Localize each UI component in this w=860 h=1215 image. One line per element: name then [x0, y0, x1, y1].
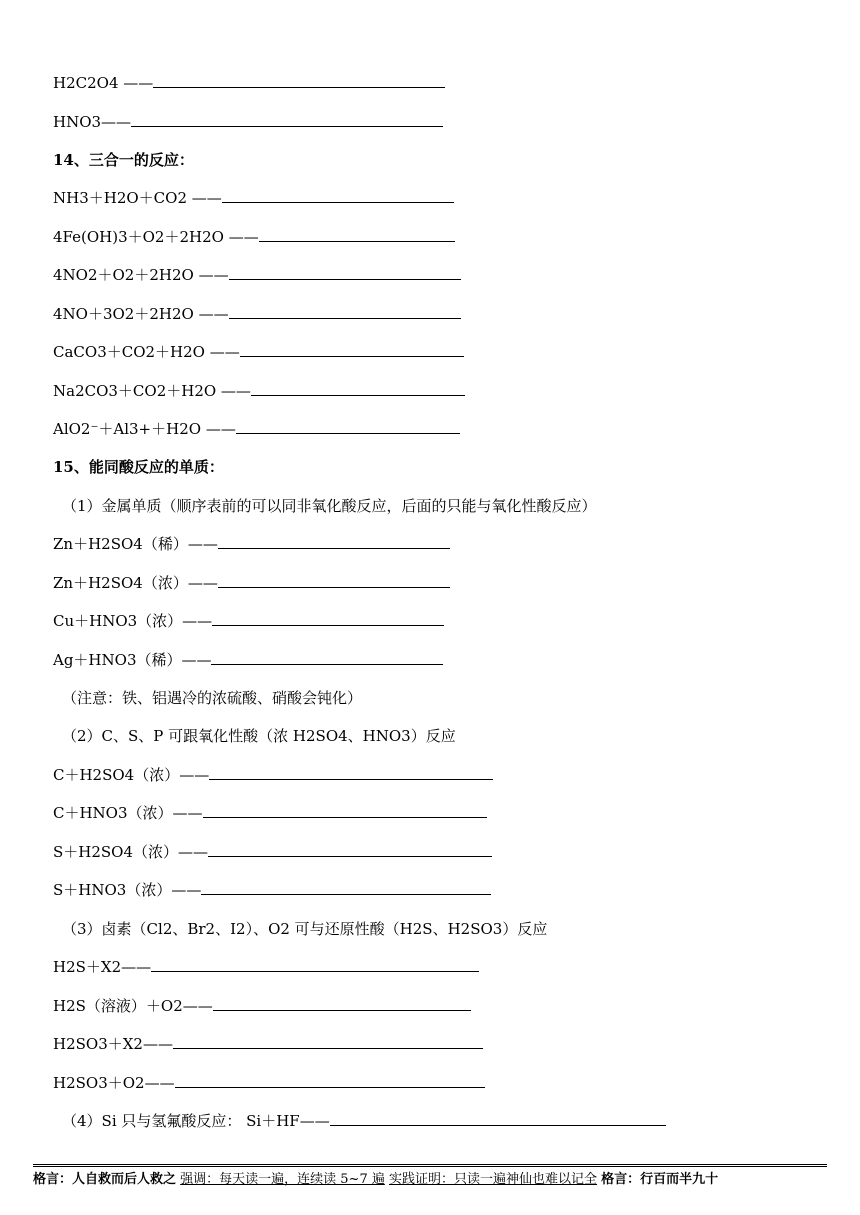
- answer-blank: [251, 381, 465, 396]
- line-text: C＋HNO3（浓）——: [53, 804, 203, 822]
- line-text: S＋HNO3（浓）——: [53, 881, 202, 899]
- answer-blank: [236, 419, 460, 434]
- equation-line: [53, 573, 450, 593]
- equation-line: [53, 265, 461, 285]
- answer-blank: [201, 880, 491, 895]
- equation-line: [53, 765, 493, 785]
- line-text: Ag＋HNO3（稀）——: [53, 651, 212, 669]
- answer-blank: [229, 265, 461, 280]
- equation-line: [53, 304, 461, 324]
- line-text: Zn＋H2SO4（浓）——: [53, 574, 218, 592]
- equation-line: [53, 342, 464, 362]
- footer-practice: 实践证明：只读一遍神仙也难以记全: [389, 1172, 598, 1187]
- answer-blank: [151, 957, 479, 972]
- line-text: HNO3——: [53, 113, 132, 131]
- answer-blank: [229, 304, 461, 319]
- equation-line: [53, 1034, 483, 1054]
- footer-motto-right: 格言：行百而半九十: [601, 1172, 719, 1187]
- equation-line: [53, 419, 460, 439]
- equation-line: [53, 957, 479, 977]
- equation-line: [53, 188, 454, 208]
- line-text: （2）C、S、P 可跟氧化性酸（浓 H2SO4、HNO3）反应: [62, 727, 456, 745]
- equation-line: [53, 842, 492, 862]
- answer-blank: [203, 803, 487, 818]
- answer-blank: [212, 611, 444, 626]
- answer-blank: [153, 73, 445, 88]
- equation-line: [62, 919, 547, 939]
- answer-blank: [208, 842, 492, 857]
- answer-blank: [330, 1111, 666, 1126]
- equation-line: [53, 880, 491, 900]
- footer-motto-left: 格言：人自救而后人救之: [33, 1172, 177, 1187]
- equation-line: [62, 1111, 666, 1131]
- answer-blank: [259, 227, 455, 242]
- line-text: 4Fe(OH)3＋O2＋2H2O ——: [53, 228, 259, 246]
- answer-blank: [173, 1034, 483, 1049]
- line-text: （4）Si 只与氢氟酸反应： Si＋HF——: [62, 1112, 330, 1130]
- equation-line: [62, 496, 597, 516]
- equation-line: [53, 381, 465, 401]
- answer-blank: [240, 342, 464, 357]
- equation-line: [53, 650, 443, 670]
- line-text: AlO2⁻＋Al3+＋H2O ——: [53, 420, 236, 438]
- equation-line: [62, 726, 456, 746]
- answer-blank: [175, 1073, 485, 1088]
- section-heading: [53, 150, 194, 170]
- line-text: CaCO3＋CO2＋H2O ——: [53, 343, 240, 361]
- answer-blank: [131, 112, 443, 127]
- equation-line: [53, 996, 471, 1016]
- line-text: （3）卤素（Cl2、Br2、I2）、O2 可与还原性酸（H2S、H2SO3）反应: [62, 920, 548, 938]
- line-text: 4NO2＋O2＋2H2O ——: [53, 266, 229, 284]
- line-text: H2S＋X2——: [53, 958, 152, 976]
- line-text: H2S（溶液）＋O2——: [53, 997, 213, 1015]
- equation-line: [53, 112, 443, 132]
- line-text: C＋H2SO4（浓）——: [53, 766, 210, 784]
- line-text: H2SO3＋O2——: [53, 1074, 175, 1092]
- line-text: NH3＋H2O＋CO2 ——: [53, 189, 222, 207]
- heading-text: 14、三合一的反应：: [53, 151, 194, 169]
- line-text: Zn＋H2SO4（稀）——: [53, 535, 218, 553]
- answer-blank: [211, 650, 443, 665]
- equation-line: [53, 611, 444, 631]
- answer-blank: [222, 188, 454, 203]
- equation-line: [53, 803, 487, 823]
- heading-text: 15、能同酸反应的单质：: [53, 458, 224, 476]
- section-heading: [53, 457, 224, 477]
- line-text: H2SO3＋X2——: [53, 1035, 173, 1053]
- equation-line: [53, 227, 455, 247]
- line-text: （注意：铁、铝遇冷的浓硫酸、硝酸会钝化）: [62, 689, 363, 707]
- line-text: H2C2O4 ——: [53, 74, 154, 92]
- page-footer: [33, 1164, 827, 1189]
- equation-line: [53, 534, 450, 554]
- answer-blank: [218, 534, 450, 549]
- equation-line: [62, 688, 362, 708]
- line-text: （1）金属单质（顺序表前的可以同非氧化酸反应，后面的只能与氧化性酸反应）: [62, 497, 597, 515]
- equation-line: [53, 1073, 485, 1093]
- line-text: Cu＋HNO3（浓）——: [53, 612, 213, 630]
- line-text: 4NO＋3O2＋2H2O ——: [53, 305, 229, 323]
- answer-blank: [218, 573, 450, 588]
- line-text: Na2CO3＋CO2＋H2O ——: [53, 382, 251, 400]
- answer-blank: [213, 996, 471, 1011]
- answer-blank: [209, 765, 493, 780]
- footer-emphasis: 强调：每天读一遍，连续读 5~7 遍: [180, 1172, 385, 1187]
- equation-line: [53, 73, 445, 93]
- line-text: S＋H2SO4（浓）——: [53, 843, 209, 861]
